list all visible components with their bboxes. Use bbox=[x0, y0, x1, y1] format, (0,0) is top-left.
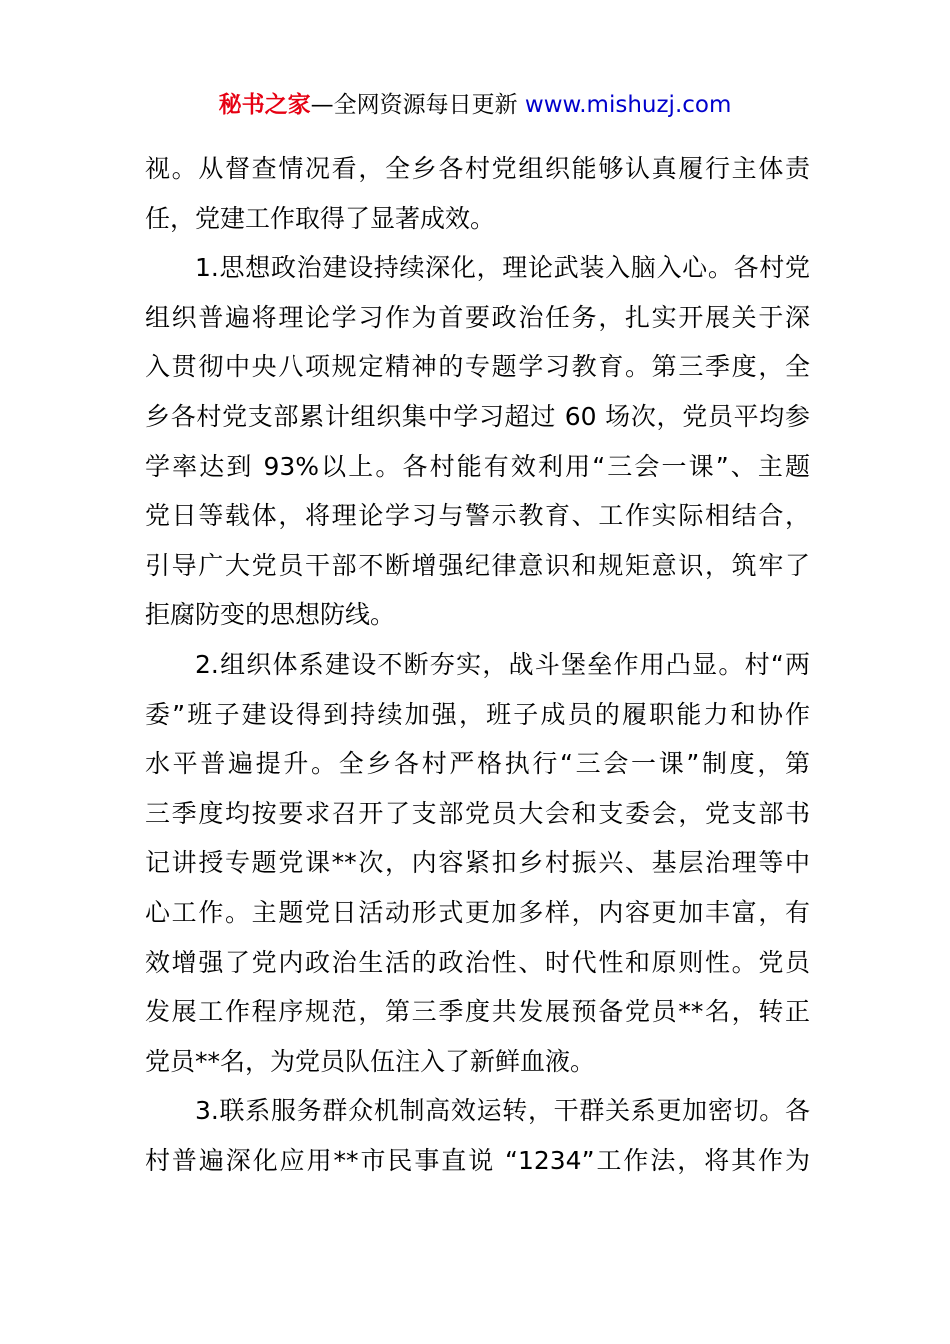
header-separator: — bbox=[310, 92, 334, 118]
text-line: 拒腐防变的思想防线。 bbox=[145, 600, 396, 630]
text-line: 委”班子建设得到持续加强，班子成员的履职能力和协作 bbox=[145, 699, 810, 729]
text-line: 视。从督查情况看，全乡各村党组织能够认真履行主体责 bbox=[145, 154, 810, 183]
text-line: 任，党建工作取得了显著成效。 bbox=[145, 203, 496, 233]
text-line: 引导广大党员干部不断增强纪律意识和规矩意识，筑牢了 bbox=[145, 550, 810, 580]
text-line: 3.联系服务群众机制高效运转，干群关系更加密切。各 bbox=[195, 1096, 810, 1126]
text-line: 组织普遍将理论学习作为首要政治任务，扎实开展关于深 bbox=[145, 302, 810, 332]
text-line: 效增强了党内政治生活的政治性、时代性和原则性。党员 bbox=[145, 947, 810, 977]
text-line: 党日等载体，将理论学习与警示教育、工作实际相结合， bbox=[145, 501, 810, 531]
site-url-link[interactable]: www.mishuzj.com bbox=[524, 92, 732, 118]
text-line: 心工作。主题党日活动形式更加多样，内容更加丰富，有 bbox=[145, 897, 810, 927]
header-tagline: 全网资源每日更新 bbox=[333, 92, 525, 118]
text-line: 发展工作程序规范，第三季度共发展预备党员**名，转正 bbox=[145, 997, 810, 1027]
site-header bbox=[0, 88, 950, 122]
text-line: 乡各村党支部累计组织集中学习超过 60 场次，党员平均参 bbox=[145, 401, 810, 431]
text-line: 水平普遍提升。全乡各村严格执行“三会一课”制度，第 bbox=[145, 749, 810, 779]
text-line: 党员**名，为党员队伍注入了新鲜血液。 bbox=[145, 1046, 596, 1076]
text-line: 三季度均按要求召开了支部党员大会和支委会，党支部书 bbox=[145, 798, 810, 828]
brand-name: 秘书之家 bbox=[218, 92, 311, 118]
document-body bbox=[145, 144, 810, 1185]
text-line: 村普遍深化应用**市民事直说 “1234”工作法，将其作为 bbox=[145, 1145, 810, 1175]
text-line: 记讲授专题党课**次，内容紧扣乡村振兴、基层治理等中 bbox=[145, 848, 810, 878]
text-line: 入贯彻中央八项规定精神的专题学习教育。第三季度，全 bbox=[145, 352, 810, 382]
text-line: 1.思想政治建设持续深化，理论武装入脑入心。各村党 bbox=[195, 253, 810, 283]
text-line: 学率达到 93%以上。各村能有效利用“三会一课”、主题 bbox=[145, 451, 810, 481]
text-line: 2.组织体系建设不断夯实，战斗堡垒作用凸显。村“两 bbox=[195, 649, 810, 679]
